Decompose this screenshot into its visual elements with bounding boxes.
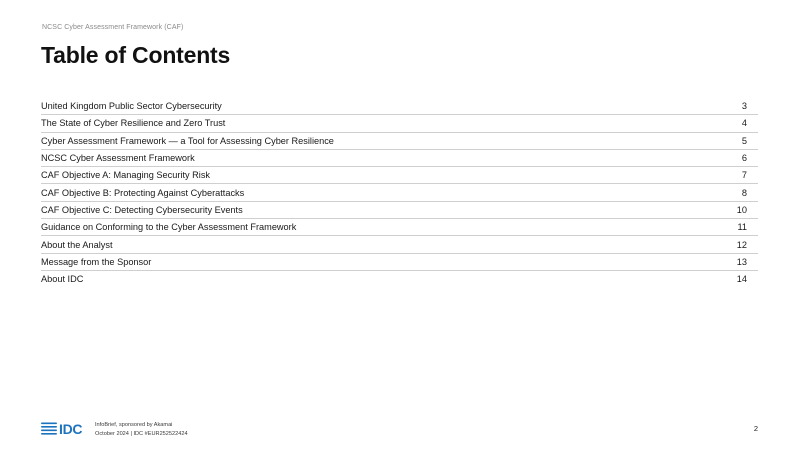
toc-entry-page: 6	[741, 153, 747, 164]
running-header: NCSC Cyber Assessment Framework (CAF)	[42, 24, 184, 31]
toc-entry-page: 8	[741, 187, 747, 198]
toc-entry-page: 4	[741, 118, 747, 129]
footer-date-line: October 2024 | IDC #EUR252522424	[95, 430, 188, 437]
toc-entry-page: 12	[736, 239, 747, 250]
toc-entry-label: Message from the Sponsor	[41, 256, 152, 267]
toc-entry-ncsc-caf[interactable]	[41, 150, 758, 167]
toc-entry-label: CAF Objective B: Protecting Against Cyberattacks	[41, 187, 245, 198]
idc-globe-icon	[41, 422, 57, 436]
toc-entry-label: Cyber Assessment Framework — a Tool for Assessing Cyber Resilience	[41, 135, 334, 146]
toc-entry-label: About the Analyst	[41, 239, 113, 250]
toc-entry-label: NCSC Cyber Assessment Framework	[41, 153, 195, 164]
toc-entry-guidance[interactable]	[41, 219, 758, 236]
page-number: 2	[753, 424, 758, 433]
table-of-contents	[41, 98, 758, 287]
toc-entry-label: United Kingdom Public Sector Cybersecurity	[41, 101, 222, 112]
page-title: Table of Contents	[41, 42, 231, 68]
footer-meta	[95, 421, 188, 438]
idc-logo-text: IDC	[59, 421, 83, 437]
toc-entry-page: 3	[741, 101, 747, 112]
toc-entry-label: CAF Objective A: Managing Security Risk	[41, 170, 211, 181]
idc-logo	[41, 421, 82, 437]
toc-entry-cybersecurity[interactable]	[41, 98, 758, 115]
toc-entry-objective-b[interactable]	[41, 184, 758, 201]
toc-entry-label: Guidance on Conforming to the Cyber Assessment Framework	[41, 222, 297, 233]
footer-sponsor-line: InfoBrief, sponsored by Akamai	[95, 422, 173, 428]
toc-entry-label: The State of Cyber Resilience and Zero Trust	[41, 118, 226, 129]
toc-entry-sponsor-message[interactable]	[41, 254, 758, 271]
toc-entry-cyber-resilience[interactable]	[41, 115, 758, 132]
toc-entry-page: 14	[736, 274, 747, 285]
toc-entry-page: 5	[741, 135, 747, 146]
toc-entry-page: 10	[736, 204, 747, 215]
toc-entry-about-analyst[interactable]	[41, 236, 758, 253]
toc-entry-label: About IDC	[41, 274, 84, 285]
toc-entry-label: CAF Objective C: Detecting Cybersecurity Events	[41, 204, 243, 215]
toc-entry-about-idc[interactable]	[41, 271, 758, 287]
toc-entry-page: 11	[737, 222, 747, 233]
toc-entry-caf-tool[interactable]	[41, 133, 758, 150]
toc-entry-page: 7	[741, 170, 747, 181]
toc-entry-page: 13	[736, 256, 747, 267]
toc-entry-objective-c[interactable]	[41, 202, 758, 219]
toc-entry-objective-a[interactable]	[41, 167, 758, 184]
